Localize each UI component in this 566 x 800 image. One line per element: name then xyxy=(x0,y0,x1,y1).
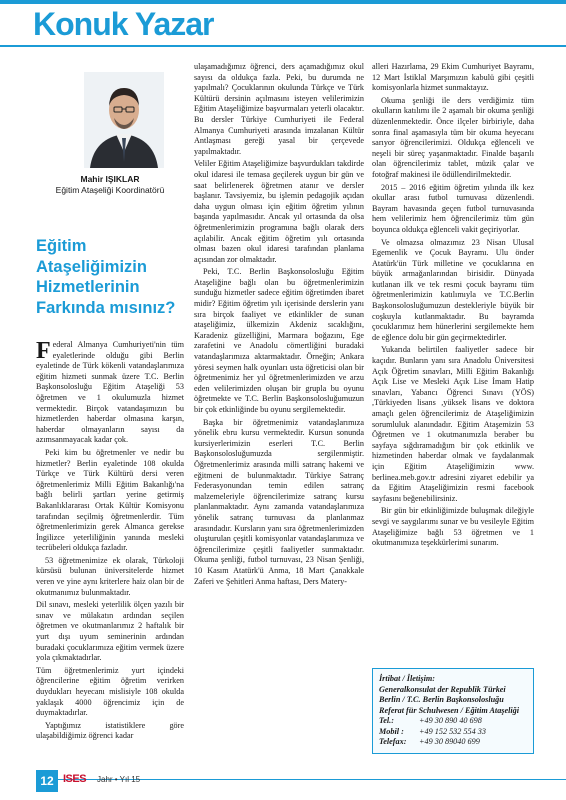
paragraph: Okuma şenliği ile ders verdiğimiz tüm okulların katılımı ile 2 aşamalı bir okuma şenliği düzenlenmektedir. Önce ilçeler birbiriyle, daha sonra final aşamasıyla tüm bir okuma heyecanı sarıyor öğrencilerimizi. Oldukça eğlenceli ve neşeli bir süreç yaşanmaktadır. Finalde başarılı olan öğrencilerimiz tablet, müzik çalar ve fotoğraf makinesi ile ödüllendirilmektedir. xyxy=(372,95,534,179)
top-rule xyxy=(0,0,566,4)
paragraph: Peki kim bu öğretmenler ve nedir bu hizmetler? Berlin eyaletinde 108 okulda Türkçe ve Türk Kültürü dersi veren öğretmenlerimiz Milli Eğitim Bakanlığı'na bağlı belirli şartları yerine getirmiş Bakanlıklararası Ortak Kültür Komisyonu tarafından seçilmiş öğretmenlerdir. Tüm öğretmenlerimizin gerek Almanca gerekse İngilizce yeterliliğinin yanında mesleki tecrübeleri oldukça fazladır. xyxy=(36,447,184,553)
contact-heading: İrtibat / İletişim: xyxy=(379,674,435,683)
contact-fax[interactable]: +49 30 89040 699 xyxy=(419,737,480,746)
paragraph: Dil sınavı, mesleki yeterlilik ölçen yazılı bir sınav ve mülakatın ardından seçilen öğretmen ve okutmanlarımız 2 haftalık bir yurt dışı uyum seminerinin ardından buradaki çocuklarımıza eğitim vermek üzere yola çıkmaktadırlar. xyxy=(36,600,184,663)
paragraph: ulaşamadığımız öğrenci, ders açamadığımız okul sayısı da oldukça fazla. Peki, bu durumda ne yapılmalı? Çocuklarının okulunda Türkçe ve Türk Kültürü dersinin açılmasını isteyen velilerimizin Eğitim Ataşeliğimize başvurmaları yeterli olacaktır. Bu dersler Türkiye Cumhuriyeti ile Federal Almanya Cumhuriyeti arasında imzalanan Kültür Antlaşması gereği yasal bir çerçevede yapılmaktadır. xyxy=(194,62,364,156)
page-number: 12 xyxy=(36,770,58,792)
paragraph: Başka bir öğretmenimiz vatandaşlarımıza yönelik ebru kursu vermektedir. Kursun sonunda kursiyerlerimizin eserleri T.C. Berlin Başkonsolosluğumuzda sergilenmiştir. Öğretmenlerimiz arasında milli satranç hakemi ve eğitmeni de bulunmaktadır. Türkiye Satranç Federasyonundan temin edilen satranç malzemeleriyle öğrencilerimize satranç kursu planlanmaktadır. Aynı zamanda vatandaşlarımıza yönelik satranç turnuvası da planlanmaz arasındadır. Kursların yanı sıra öğretmenlerimizden oluşturulan çeşitli komisyonlar vatandaşlarımıza ve öğrencilerimize çeşitli faaliyetler sunmaktadır. Okuma şenliği, futbol turnuvası, 23 Nisan Şenliği, 10 Kasım Atatürk'ü Anma, 18 Mart Çanakkale Zaferi ve Şehitleri Anma haftası, Ders Matery- xyxy=(194,417,364,586)
contact-label: Tel.: xyxy=(379,716,394,725)
article-title: Eğitim Ataşeliğimizin Hizmetlerinin Farkında mısınız? xyxy=(36,237,176,317)
contact-row xyxy=(379,727,527,738)
article-column-3 xyxy=(372,62,534,551)
contact-box xyxy=(372,668,534,754)
paragraph: Peki, T.C. Berlin Başkonsolosluğu Eğitim Ataşeliğine bağlı olan bu öğretmenlerimizin sunduğu hizmetler sadece eğitim öğretimden ibaret midir? Eğitim öğretim yılı içerisinde derslerin yanı sıra birçok faaliyet ve etkinlikler de sunan ataşeliğimiz, ülkemizin Akdeniz sıcaklığını, Karadeniz güzelliğini, Marmara boğazını, Ege zarafetini ve Anadolu cömertliğini buradaki vatandaşlarımıza aktarmaktadır. Örneğin; Ankara yöresi seymen halk oyunları usta öğreticisi olan bir öğretmenimiz her yıl öğretmenlerimizden ve arzu eden velilerimizden oluşan bir grupla bu oyunu öğretmekte ve T.C. Berlin Başkonsolosluğumuzun bir çok etkinliğinde bu oyunu sergilemektedir. xyxy=(194,267,364,414)
paragraph: Yukarıda belirtilen faaliyetler sadece bir kaçıdır. Bunların yanı sıra Anadolu Üniversitesi Açık Öğretim sınavları, Milli Eğitim Bakanlığı Açık Lise ve Mesleki Açık Lise İmam Hatip sınavları, Yabancı Öğrenci Sınavı (YÖS) ,Türkiyeden lisans ,yüksek lisans ve doktora amaçlı gelen öğrencilerimiz de Ataşeliğimizin sorumluluk alanındadır. Eğitim Ataşemizin 53 Öğretmen ve 1 okutmanımızla beraber bu sayfaya sığdıramadığım bir çok etkinlik ve hizmetinden haberdar olmak ve faydalanmak için Eğitim Ataşeliğimizin www. berlinea.meb.gov.tr adresini ziyaret edebilir ya da Eğitim Ataşeliğimizin resmi facebook sayfasını beğenebilirsiniz. xyxy=(372,345,534,503)
article-column-2 xyxy=(194,62,364,589)
paragraph: alleri Hazırlama, 29 Ekim Cumhuriyet Bayramı, 12 Mart İstiklal Marşımızın kabulü gibi çeşitli komisyonlarla hizmet sunmaktayız. xyxy=(372,62,534,93)
header-rule xyxy=(0,45,566,47)
contact-label: Telefax: xyxy=(379,737,407,746)
contact-row xyxy=(379,716,527,727)
magazine-logo: ISES xyxy=(63,773,87,785)
author-photo xyxy=(84,72,164,168)
contact-phone[interactable]: +49 30 890 40 698 xyxy=(419,716,482,725)
author-caption xyxy=(36,174,184,196)
contact-organization: Generalkonsulat der Republik Türkei Berlin / T.C. Berlin Başkonsolosluğu Referat für Schulwesen / Eğitim Ataşeliği xyxy=(379,684,520,715)
contact-label: Mobil : xyxy=(379,726,404,736)
drop-cap: F xyxy=(36,338,51,364)
contact-row xyxy=(379,737,527,748)
paragraph: Federal Almanya Cumhuriyeti'nin tüm eyaletlerinde olduğu gibi Berlin eyaletinde de Türk kökenli vatandaşlarımıza eğitim hizmeti sunmak üzere T.C. Berlin Başkonsolosluğu Eğitim Ataşeliği 53 öğretmen ve 1 okulumuzla hizmet vermektedir. Birçok vatandaşımızın bu hizmetlerden haberdar olmasına karşın, haberdar olmayanların sayısı da azımsanmayacak kadar çok. xyxy=(36,338,184,445)
author-name: Mahir IŞIKLAR xyxy=(80,174,140,184)
contact-mobile[interactable]: +49 152 532 554 33 xyxy=(419,726,486,736)
paragraph: Tüm öğretmenlerimiz yurt içindeki öğrencilerine eğitim öğretim verirken duydukları heyecanı mislisiyle 108 okulda yaklaşık 4000 öğrencimiz için de duymaktadırlar. xyxy=(36,665,184,718)
paragraph: Yaptığımız istatistiklere göre ulaşabildiğimiz öğrenci kadar xyxy=(36,720,184,741)
author-role: Eğitim Ataşeliği Koordinatörü xyxy=(55,185,165,195)
paragraph: Veliler Eğitim Ataşeliğimize başvurdukları takdirde okul idaresi ile temasa geçilerek uygun bir gün ve saat belirlenerek öğretmen atanır ve dersler başlanır. Tavsiyemiz, bu işlemin pedagojik açıdan daha uygun olması için eğitim öğretim yılının başında yapılmasıdır. Ancak yıl ortasında da olsa öğretmenlerimizin programına bağlı olarak ders açılabilir. Ancak eğitim öğretim yılı ortasında olması bazen okul idaresi tarafından planlama açısından zor olmaktadır. xyxy=(194,159,364,264)
paragraph: Bir gün bir etkinliğimizde buluşmak dileğiyle sevgi ve saygılarımı sunar ve bu vesileyle Eğitim Ataşeliğimize bağlı 53 öğretmen ve 1 okutmanımıza teşekkürlerimi sunarım. xyxy=(372,506,534,548)
issue-label: Jahr • Yıl 15 xyxy=(97,775,141,784)
paragraph: 2015 – 2016 eğitim öğretim yılında ilk kez okullar arası futbol turnuvası düzenlendi. Bayram havasında geçen futbol turnuvasında hem velilerimiz hem öğrencilerimiz tüm gün boyunca oldukça eğlenceli vakit geçiriyorlar. xyxy=(372,182,534,234)
section-header: Konuk Yazar xyxy=(33,6,214,42)
article-column-1 xyxy=(36,340,184,744)
paragraph: 53 öğretmenimize ek olarak, Türkoloji kürsüsü bulunan üniversitelerde hizmet veren ve yine aynı kriterlere haiz olan bir de okutmanımız bulunmaktadır. xyxy=(36,555,184,597)
paragraph: Ve olmazsa olmazımız 23 Nisan Ulusal Egemenlik ve Çocuk Bayramı. Ulu önder Atatürk'ün Türk milletine ve çocuklarına en büyük armağanlarından birisidir. Dünyada kutlanan ilk ve tek resmi çocuk bayramı tüm öğretmenlerimizin katılımıyla ve T.C.Berlin Başkonsolosluğumuzun destekleriyle büyük bir coşkuyla kutlanmaktadır. Bu bayramda çocuklarımız hem hünerlerini sergilemekte hem de eğlence dolu bir gün geçirmektedirler. xyxy=(372,237,534,342)
